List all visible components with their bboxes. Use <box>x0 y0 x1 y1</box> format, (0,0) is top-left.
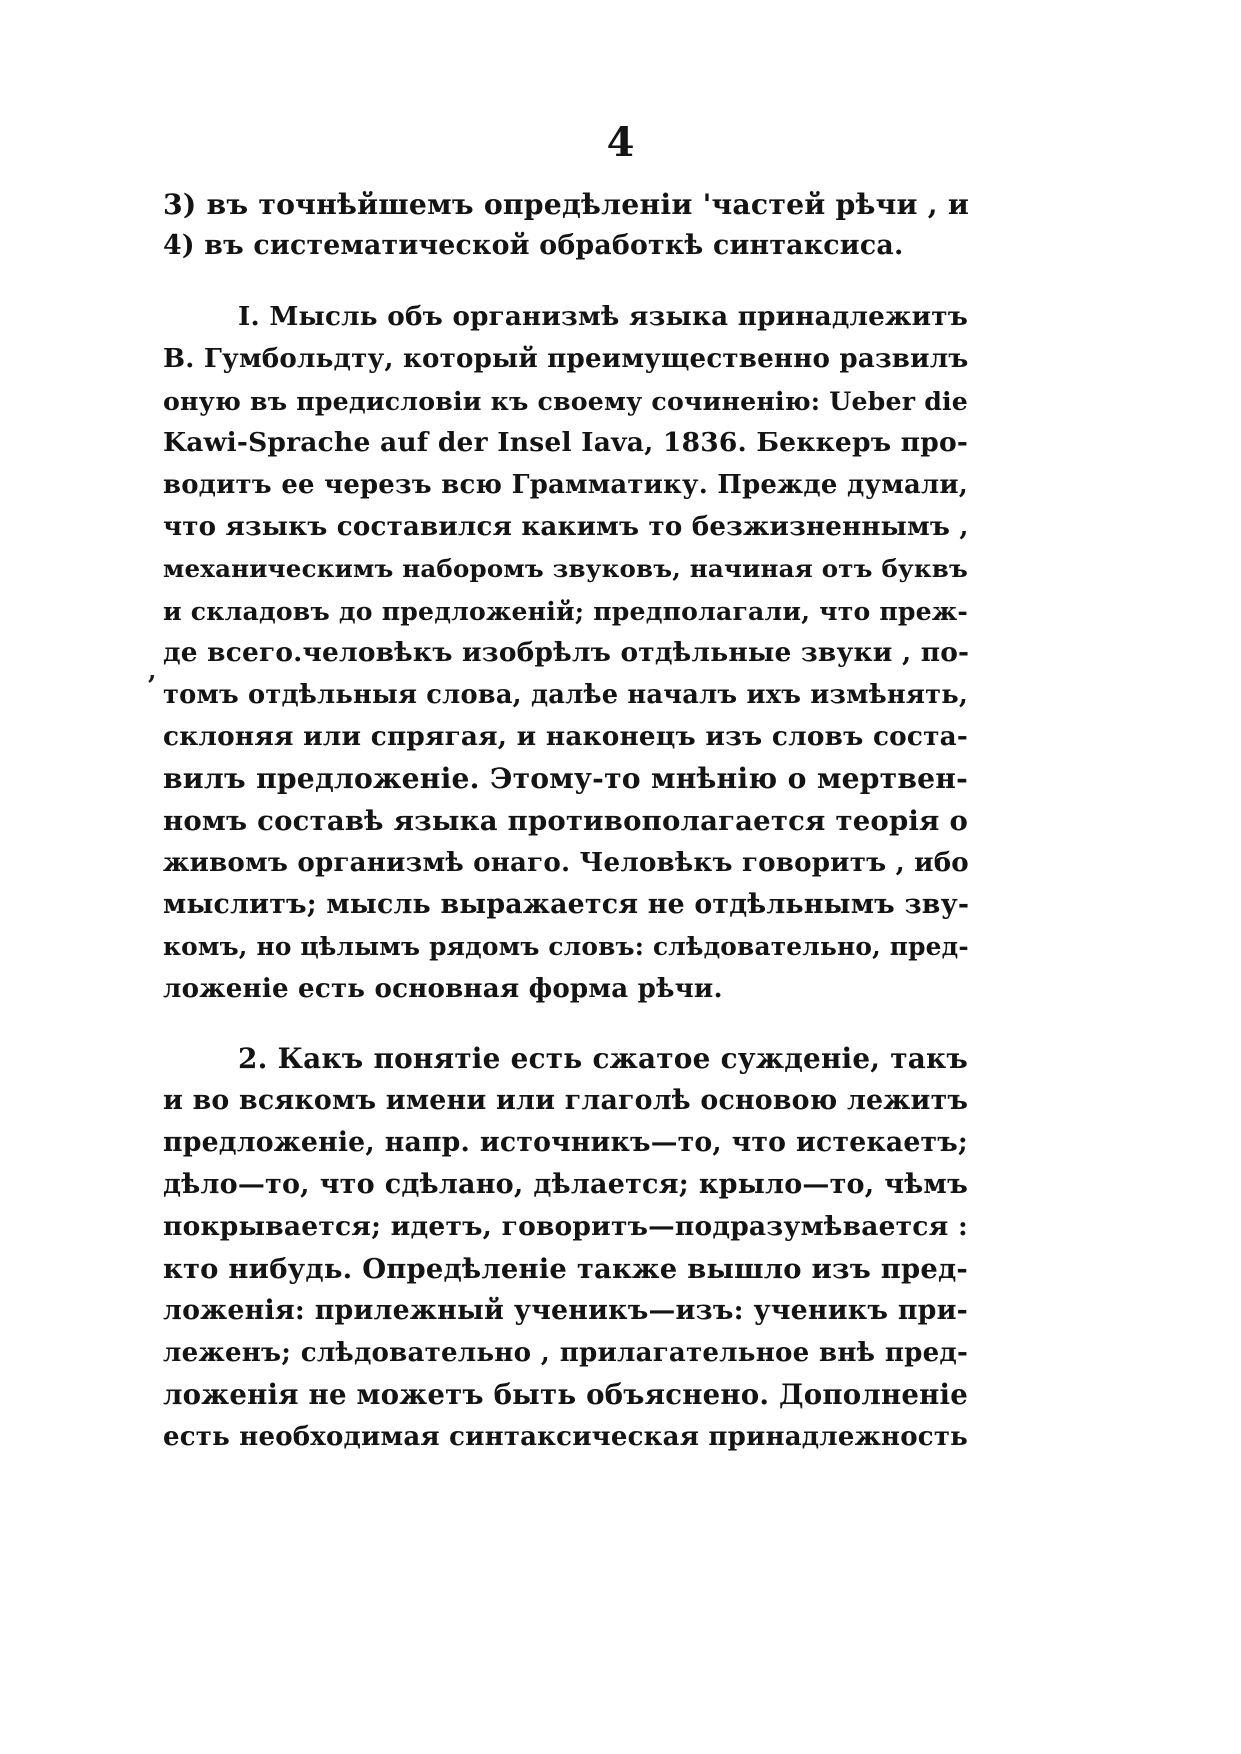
text-line: 2. Какъ понятіе есть сжатое сужденіе, такъ <box>238 1042 968 1075</box>
text-line: комъ, но цѣлымъ рядомъ словъ: слѣдовательно, пред- <box>163 932 969 961</box>
text-line: томъ отдѣльныя слова, далѣе началъ ихъ измѣнять, <box>163 680 968 710</box>
text-line: ложеніе есть основная форма рѣчи. <box>163 973 723 1004</box>
margin-mark: , <box>148 656 157 685</box>
text-line: номъ составѣ языка противополагается теорія о <box>163 805 968 837</box>
text-line: В. Гумбольдту, который преимущественно развилъ <box>163 343 969 374</box>
text-line: леженъ; слѣдовательно , прилагательное внѣ пред- <box>163 1337 968 1368</box>
text-line: ложенія не можетъ быть объяснено. Дополненіе <box>163 1378 968 1411</box>
text-line: I. Мысль объ организмѣ языка принадлежитъ <box>238 301 968 332</box>
text-line: предложеніе, напр. источникъ—то, что истекаетъ; <box>163 1127 968 1158</box>
text-line: живомъ организмѣ онаго. Человѣкъ говоритъ , ибо <box>163 847 969 878</box>
text-line: покрывается; идетъ, говоритъ—подразумѣвается : <box>163 1211 968 1242</box>
text-line: и складовъ до предложеній; предполагали, что преж- <box>163 596 968 626</box>
text-line: механическимъ наборомъ звуковъ, начиная отъ буквъ <box>163 554 968 583</box>
text-line: дѣло—то, что сдѣлано, дѣлается; крыло—то, чѣмъ <box>163 1169 968 1200</box>
text-line: что языкъ составился какимъ то безжизненнымъ , <box>163 511 969 542</box>
text-line: вилъ предложеніе. Этому-то мнѣнію о мертвен- <box>163 762 968 795</box>
text-line: ложенія: прилежный ученикъ—изъ: ученикъ при- <box>163 1295 968 1326</box>
text-line: мыслитъ; мысль выражается не отдѣльнымъ зву- <box>163 889 970 920</box>
text-line: 4) въ систематической обработкѣ синтаксиса. <box>163 230 904 261</box>
text-line: де всего.человѣкъ изобрѣлъ отдѣльные звуки , по- <box>163 637 970 668</box>
text-line: 3) въ точнѣйшемъ опредѣленіи 'частей рѣчи , и <box>163 187 970 221</box>
text-line: склоняя или спрягая, и наконецъ изъ словъ соста- <box>163 721 968 752</box>
text-line: кто нибудь. Опредѣленіе также вышло изъ пред- <box>163 1253 968 1285</box>
text-line: оную въ предисловіи къ своему сочиненію: Ueber die <box>163 386 968 416</box>
text-line: и во всякомъ имени или глаголѣ основою лежитъ <box>163 1085 969 1116</box>
text-line: водитъ ее черезъ всю Грамматику. Прежде думали, <box>163 470 968 500</box>
page-number: 4 <box>606 119 635 166</box>
text-line: Kawi-Sprache auf der Insel Iava, 1836. Беккеръ про- <box>163 427 969 458</box>
text-line: есть необходимая синтаксическая принадлежность <box>163 1422 968 1452</box>
